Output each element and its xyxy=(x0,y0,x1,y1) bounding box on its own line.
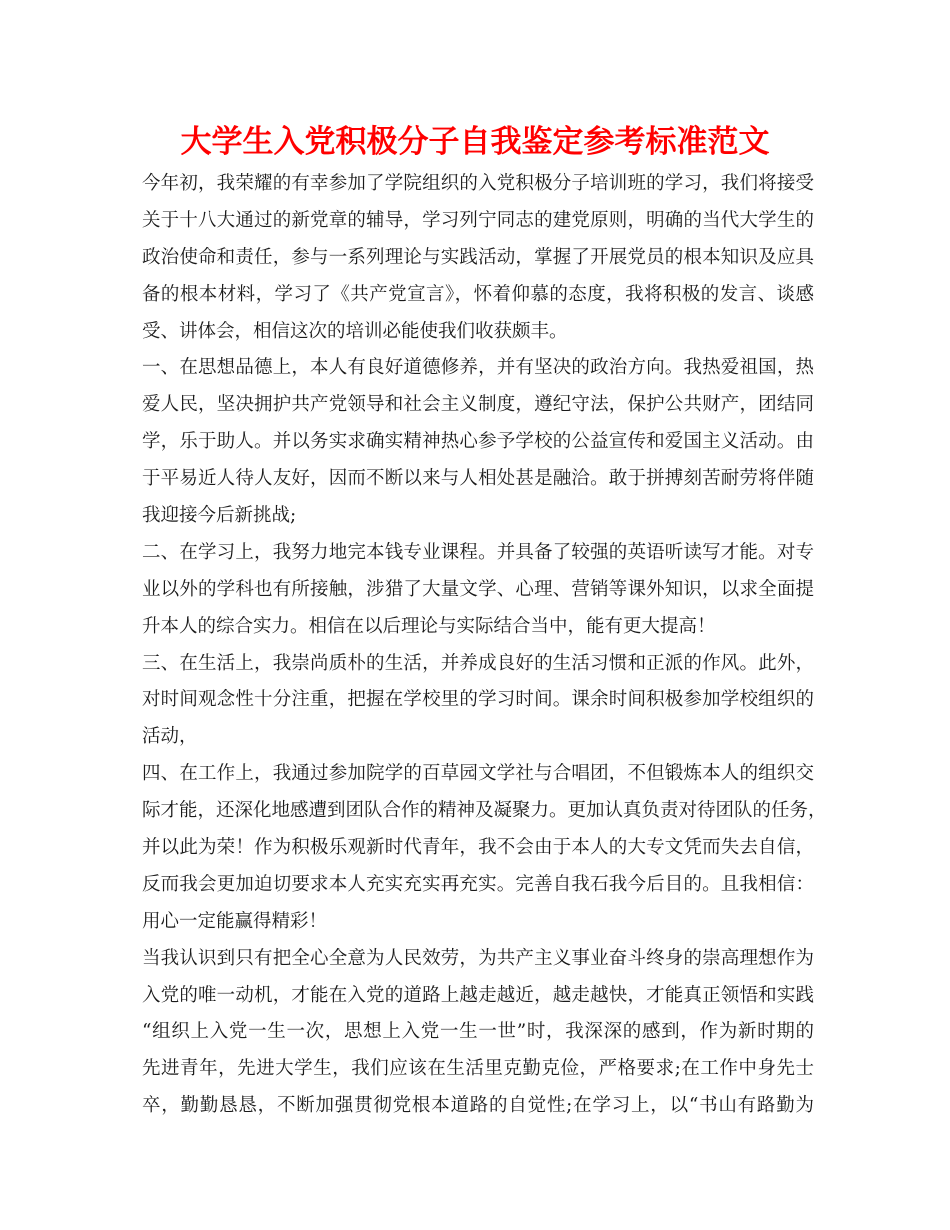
body-text-line: 三、在生活上，我崇尚质朴的生活，并养成良好的生活习惯和正派的作风。此外， xyxy=(142,652,814,674)
body-text-line: 用心一定能赢得精彩！ xyxy=(142,910,328,932)
document-body xyxy=(142,166,827,1125)
body-text-line: 关于十八大通过的新党章的辅导，学习列宁同志的建党原则，明确的当代大学生的 xyxy=(142,209,814,231)
body-text-line: 四、在工作上，我通过参加院学的百草园文学社与合唱团，不但锻炼本人的组织交 xyxy=(142,763,814,785)
body-text-line: 我迎接今后新挑战; xyxy=(142,505,297,527)
body-text-line: 学，乐于助人。并以务实求确实精神热心参予学校的公益宣传和爱国主义活动。由 xyxy=(142,431,814,453)
body-text-line: 并以此为荣！作为积极乐观新时代青年，我不会由于本人的大专文凭而失去自信， xyxy=(142,837,814,859)
body-text-line: 二、在学习上，我努力地完本钱专业课程。并具备了较强的英语听读写才能。对专 xyxy=(142,541,814,563)
body-text-line: “组织上入党一生一次，思想上入党一生一世”时，我深深的感到，作为新时期的 xyxy=(142,1021,814,1043)
body-text-line: 今年初，我荣耀的有幸参加了学院组织的入党积极分子培训班的学习，我们将接受 xyxy=(142,173,814,194)
body-text-line: 于平易近人待人友好，因而不断以来与人相处甚是融洽。敢于拼搏刻苦耐劳将伴随 xyxy=(142,468,814,490)
body-text-line: 业以外的学科也有所接触，涉猎了大量文学、心理、营销等课外知识，以求全面提 xyxy=(142,578,814,600)
body-text-line: 卒，勤勤恳恳，不断加强贯彻党根本道路的自觉性;在学习上，以“书山有路勤为 xyxy=(142,1095,814,1117)
body-text-line: 备的根本材料，学习了《共产党宣言》，怀着仰慕的态度，我将积极的发言、谈感 xyxy=(142,283,814,305)
body-text-line: 爱人民，坚决拥护共产党领导和社会主义制度，遵纪守法，保护公共财产，团结同 xyxy=(142,394,814,416)
body-text-line: 际才能，还深化地感遭到团队合作的精神及凝聚力。更加认真负责对待团队的任务， xyxy=(142,800,827,822)
body-text-line: 入党的唯一动机，才能在入党的道路上越走越近，越走越快，才能真正领悟和实践 xyxy=(142,984,814,1006)
body-text-line: 先进青年，先进大学生，我们应该在生活里克勤克俭，严格要求;在工作中身先士 xyxy=(142,1058,814,1080)
body-text-line: 对时间观念性十分注重，把握在学校里的学习时间。课余时间积极参加学校组织的 xyxy=(142,689,814,711)
document-title: 大学生入党积极分子自我鉴定参考标准范文 xyxy=(180,124,770,160)
body-text-line: 反而我会更加迫切要求本人充实充实再充实。完善自我石我今后目的。且我相信： xyxy=(142,873,814,895)
body-text-line: 当我认识到只有把全心全意为人民效劳，为共产主义事业奋斗终身的崇高理想作为 xyxy=(142,947,814,969)
body-text-line: 活动， xyxy=(142,726,198,748)
body-text-line: 政治使命和责任，参与一系列理论与实践活动，掌握了开展党员的根本知识及应具 xyxy=(142,246,814,268)
body-text-line: 升本人的综合实力。相信在以后理论与实际结合当中，能有更大提高！ xyxy=(142,615,716,637)
body-text-line: 受、讲体会，相信这次的培训必能使我们收获颇丰。 xyxy=(142,320,568,342)
body-text-line: 一、在思想品德上，本人有良好道德修养，并有坚决的政治方向。我热爱祖国，热 xyxy=(142,357,814,379)
